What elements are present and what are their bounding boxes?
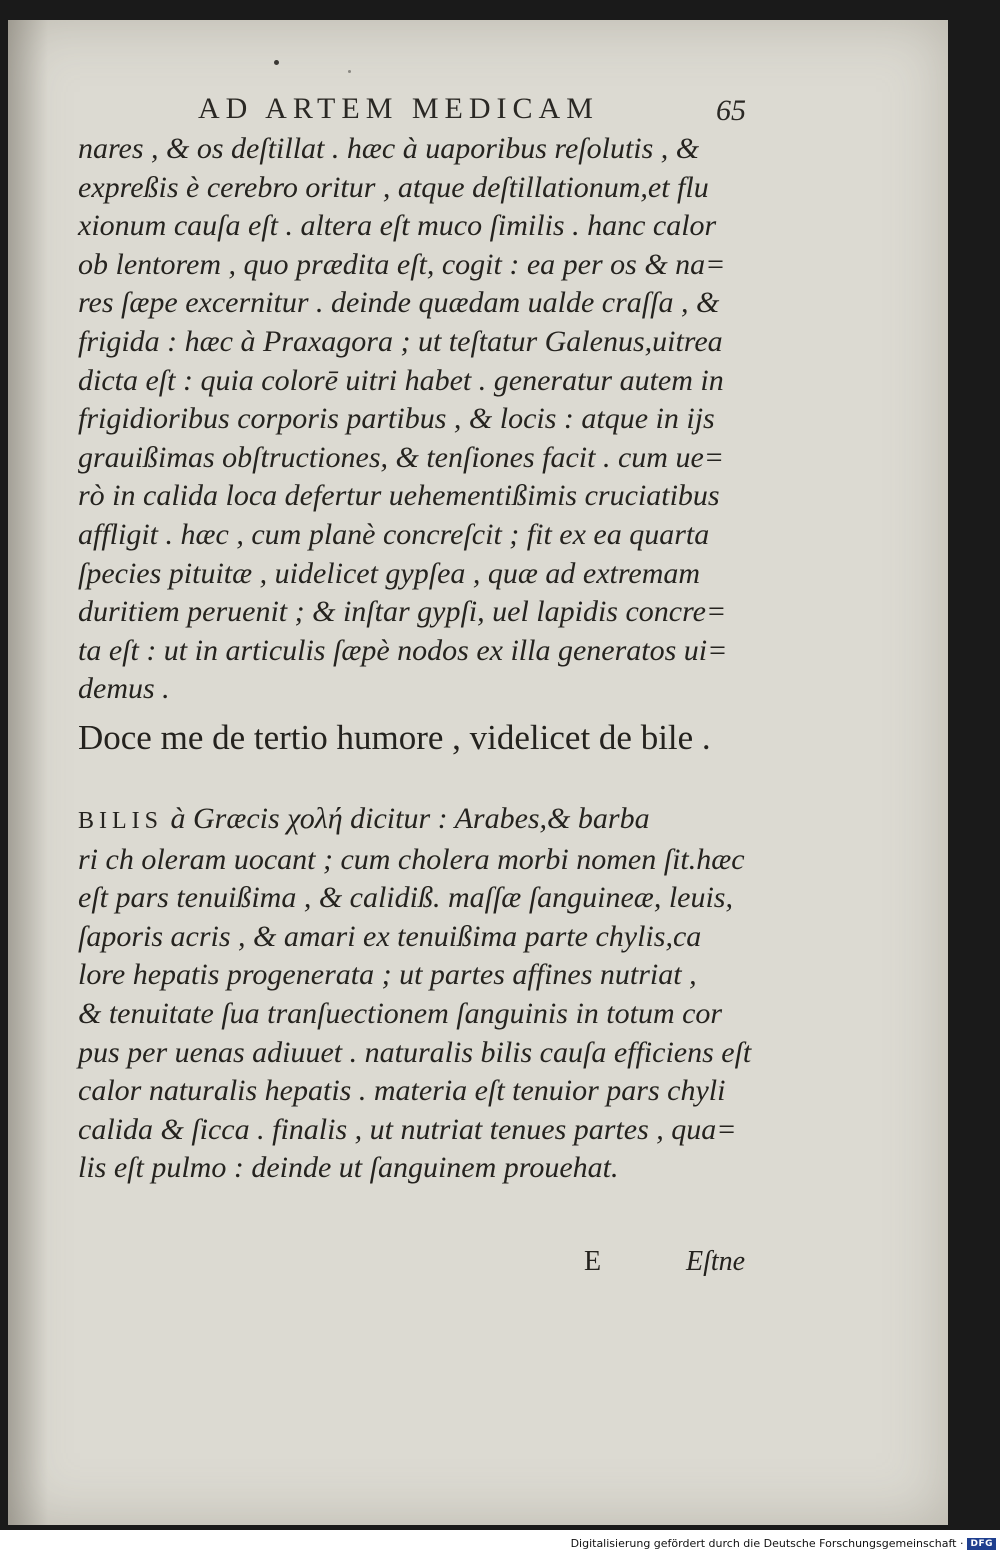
catchword: Eſtne (686, 1246, 746, 1277)
text-line: ob lentorem , quo prædita eſt, cogit : ea per os & na= (78, 247, 726, 281)
paragraph-1 (78, 130, 768, 709)
text-line: rò in calida loca defertur uehementißimis cruciatibus (78, 479, 720, 513)
text-line: calida & ſicca . finalis , ut nutriat tenues partes , qua= (78, 1112, 737, 1146)
text-line: nares , & os deſtillat . hæc à uaporibus reſolutis , & (78, 132, 700, 165)
text-line: frigida : hæc à Praxagora ; ut teſtatur Galenus,uitrea (78, 324, 723, 358)
first-line-rest: à Græcis χολή dicitur : Arabes,& barba (163, 802, 650, 835)
page-number: 65 (716, 94, 746, 127)
ink-speck (348, 70, 351, 73)
text-line-first (78, 800, 768, 841)
question-heading: Doce me de tertio humore , videlicet de bile . (78, 718, 711, 757)
text-line: lis eſt pulmo : deinde ut ſanguinem prouehat. (78, 1151, 619, 1185)
text-line: xionum cauſa eſt . altera eſt muco ſimilis . hanc calor (78, 209, 717, 243)
book-page (8, 20, 948, 1525)
text-line: lore hepatis progenerata ; ut partes affines nutriat , (78, 958, 697, 992)
text-line: ſaporis acris , & amari ex tenuißima parte chylis,ca (78, 919, 702, 953)
text-line: pus per uenas adiuuet . naturalis bilis cauſa efficiens eſt (78, 1035, 752, 1069)
signature-mark: E (584, 1246, 602, 1277)
footer-credit: Digitalisierung gefördert durch die Deutsche Forschungsgemeinschaft · (570, 1537, 964, 1550)
digitization-footer (571, 1537, 996, 1550)
text-line: ri ch oleram uocant ; cum cholera morbi nomen ſit.hæc (78, 842, 745, 876)
paragraph-2 (78, 800, 768, 1188)
ink-speck (274, 60, 279, 65)
text-line: demus . (78, 672, 170, 706)
text-line: res ſæpe excernitur . deinde quædam ualde craſſa , & (78, 286, 720, 320)
text-line: ſpecies pituitæ , uidelicet gypſea , quæ ad extremam (78, 556, 701, 590)
text-line: grauißimas obſtructiones, & tenſiones facit . cum ue= (78, 440, 725, 474)
text-line: calor naturalis hepatis . materia eſt tenuior pars chyli (78, 1074, 726, 1108)
text-line: eſt pars tenuißima , & calidiß. maſſæ ſanguineæ, leuis, (78, 881, 733, 915)
text-line: affligit . hæc , cum planè concreſcit ; fit ex ea quarta (78, 517, 710, 551)
text-line: frigidioribus corporis partibus , & locis : atque in ijs (78, 402, 715, 436)
dfg-logo: DFG (967, 1538, 996, 1550)
text-line: duritiem peruenit ; & inſtar gypſi, uel lapidis concre= (78, 595, 727, 629)
lead-word: BILIS (78, 808, 163, 834)
text-line: ta eſt : ut in articulis ſæpè nodos ex illa generatos ui= (78, 633, 728, 667)
running-head: AD ARTEM MEDICAM (198, 92, 599, 125)
text-line: dicta eſt : quia colorē uitri habet . generatur autem in (78, 363, 724, 397)
text-line: expreßis è cerebro oritur , atque deſtillationum,et flu (78, 170, 709, 204)
text-line: & tenuitate ſua tranſuectionem ſanguinis in totum cor (78, 996, 723, 1030)
